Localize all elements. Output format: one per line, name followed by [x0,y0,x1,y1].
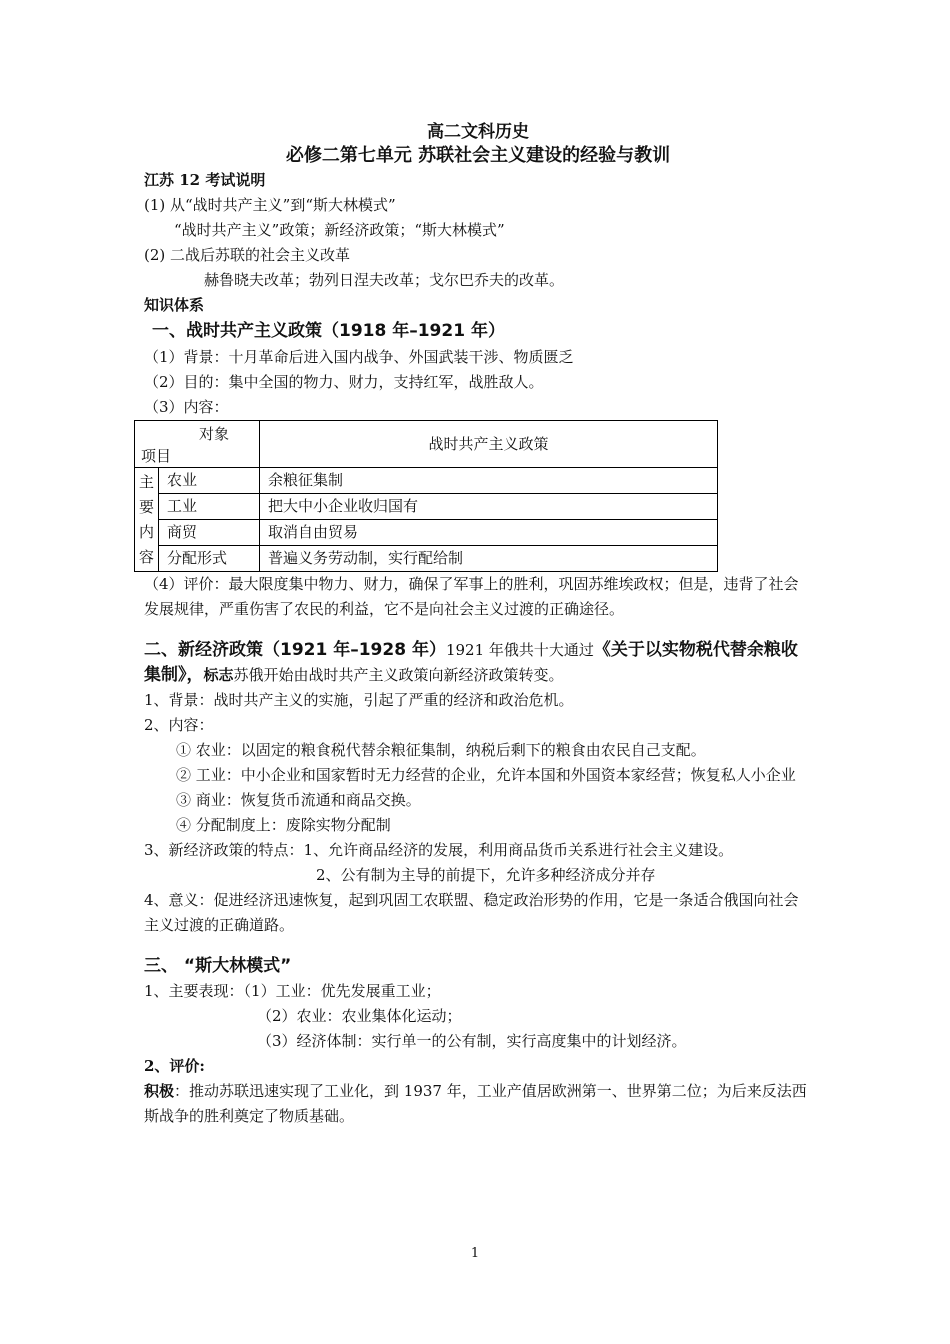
section3-positive-text: ：推动苏联迅速实现了工业化，到 1937 年，工业产值居欧洲第一、世界第二位；为后来反法西斯战争的胜利奠定了物质基础。 [144,1082,807,1125]
table-row [135,546,718,572]
table-diagonal-header [135,421,260,468]
exam-item-label: (2) 二战后苏联的社会主义改革 [144,246,351,264]
side-label: 主 要 内 容 [135,468,159,572]
table-cell-category: 商贸 [159,520,260,546]
table-row [135,468,718,494]
section1-line: （2）目的：集中全国的物力、财力，支持红军，战胜敌人。 [144,373,544,391]
section2-intro-rest: 苏俄开始由战时共产主义政策向新经济政策转变。 [233,666,564,684]
section3-main-label: 1、主要表现： [144,982,244,1000]
section3-main-item: （2）农业：农业集体化运动； [257,1007,462,1025]
table-cell-policy: 把大中小企业收归国有 [260,494,718,520]
section3-main-item: （1）工业：优先发展重工业； [243,982,441,1000]
document-subtitle: 必修二第七单元 苏联社会主义建设的经验与教训 [285,145,671,166]
section1-heading: 一、战时共产主义政策（1918 年–1921 年） [152,321,505,341]
section3-main [144,979,812,1004]
table-cell-policy: 取消自由贸易 [260,520,718,546]
table-row [135,520,718,546]
section2-content-item: ④ 分配制度上：废除实物分配制 [176,816,391,834]
exam-item-label: (1) 从“战时共产主义”到“斯大林模式” [144,196,396,214]
section1-line: （1）背景：十月革命后进入国内战争、外国武装干涉、物质匮乏 [144,348,574,366]
section2-heading: 二、新经济政策（1921 年–1928 年） [144,640,446,660]
exam-item-detail: 赫鲁晓夫改革；勃列日涅夫改革；戈尔巴乔夫的改革。 [204,271,565,289]
table-row [135,494,718,520]
header-object: 对象 [199,425,230,443]
section2-content-item: ② 工业：中小企业和国家暂时无力经营的企业，允许本国和外国资本家经营；恢复私人小企业 [176,766,796,784]
knowledge-heading: 知识体系 [144,296,205,314]
section3-main-item: （3）经济体制：实行单一的公有制，实行高度集中的计划经济。 [257,1032,687,1050]
page-number: 1 [470,1246,480,1261]
section2-intro-mark: 标志 [203,666,234,684]
section1-evaluation: （4）评价：最大限度集中物力、财力，确保了军事上的胜利，巩固苏维埃政权；但是，违背了社会发展规律，严重伤害了农民的利益，它不是向社会主义过渡的正确途径。 [144,575,799,618]
section2-content-label: 2、内容： [144,716,214,734]
table-cell-policy: 普遍义务劳动制，实行配给制 [260,546,718,572]
table-cell-category: 农业 [159,468,260,494]
table-cell-category: 分配形式 [159,546,260,572]
document-page [139,120,812,1129]
exam-item-detail: “战时共产主义”政策；新经济政策；“斯大林模式” [174,221,505,239]
exam-heading: 江苏 12 考试说明 [144,171,266,189]
document-title: 高二文科历史 [427,122,529,142]
section2-significance: 4、意义：促进经济迅速恢复，起到巩固工农联盟、稳定政治形势的作用，它是一条适合俄国向社会主义过渡的正确道路。 [144,891,799,934]
section3-eval-label: 2、评价: [144,1057,205,1075]
section2-features: 3、新经济政策的特点：1、允许商品经济的发展，利用商品货币关系进行社会主义建设。 [144,841,734,859]
header-policy: 战时共产主义政策 [260,421,718,468]
table-cell-category: 工业 [159,494,260,520]
section2-intro-document: 《关于以实物税代替余粮收集制》， [144,640,798,685]
table-cell-policy: 余粮征集制 [260,468,718,494]
section2-intro [144,638,812,688]
policy-table [134,420,718,572]
section1-line: （3）内容： [144,398,229,416]
section3-heading: 三、 “斯大林模式” [144,956,292,976]
section2-features-cont: 2、公有制为主导的前提下，允许多种经济成分并存 [316,866,656,884]
section2-content-item: ③ 商业：恢复货币流通和商品交换。 [176,791,421,809]
section3-positive [144,1079,812,1129]
header-item: 项目 [141,447,172,465]
section2-background: 1、背景：战时共产主义的实施，引起了严重的经济和政治危机。 [144,691,574,709]
section2-content-item: ① 农业：以固定的粮食税代替余粮征集制，纳税后剩下的粮食由农民自己支配。 [176,741,706,759]
section3-positive-label: 积极 [144,1082,175,1100]
section2-intro-plain: 1921 年俄共十大通过 [445,641,594,659]
